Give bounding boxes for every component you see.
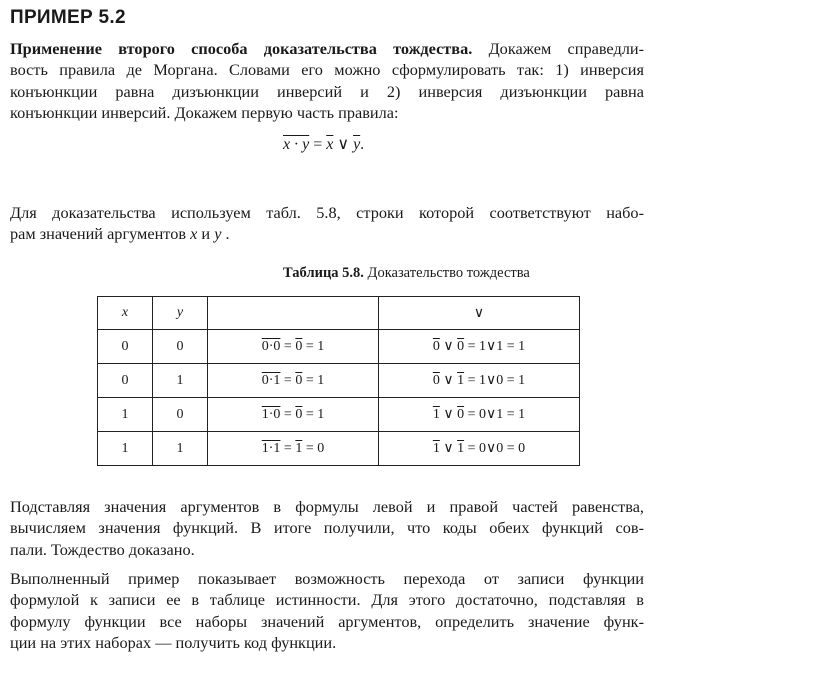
intro-line-1 xyxy=(10,38,644,59)
right-negated-x: 0 xyxy=(432,373,440,388)
cell-left-expr xyxy=(208,432,379,466)
intro-line-3: конъюнкции равна дизъюнкции инверсий и 2) инверсия дизъюнкции равна xyxy=(10,81,644,101)
left-eq: = xyxy=(280,338,296,354)
cell-right-expr xyxy=(379,330,580,364)
table-caption-number: Таблица 5.8. xyxy=(283,265,364,281)
result-line-3: пали. Тождество доказано. xyxy=(10,539,195,559)
conclusion-line-3: формулу функции все наборы значений аргументов, определить значение функ- xyxy=(10,611,644,631)
left-negated-product: 1·1 xyxy=(261,440,281,456)
formula-or: ∨ xyxy=(333,136,354,153)
intro-paragraph xyxy=(10,38,644,124)
cell-y: 1 xyxy=(153,432,208,466)
header-y: y xyxy=(153,297,208,330)
right-result: = 1∨0 = 1 xyxy=(464,373,526,388)
conclusion-line-4: ции на этих наборах — получить код функции. xyxy=(10,633,337,653)
left-negated-product: 0·0 xyxy=(261,338,281,354)
table-row xyxy=(98,432,580,466)
right-or: ∨ xyxy=(439,407,458,422)
cell-left-expr xyxy=(208,398,379,432)
table-caption-text: Доказательство тождества xyxy=(363,265,530,281)
formula-end: . xyxy=(360,136,365,153)
table-row xyxy=(98,364,580,398)
right-negated-x: 1 xyxy=(432,407,440,422)
cell-y: 0 xyxy=(153,398,208,432)
truth-table xyxy=(97,296,580,466)
left-result: = 1 xyxy=(302,338,325,354)
left-result: = 1 xyxy=(302,372,325,388)
conclusion-line-2: формулой к записи ее в таблице истинности. Для этого достаточно, подставляя в xyxy=(10,590,644,610)
cell-x: 1 xyxy=(98,398,153,432)
formula-lhs: x · y xyxy=(283,136,310,153)
result-line-2: вычисляем значения функций. В итоге получили, что коды обеих функций сов- xyxy=(10,518,644,538)
left-eq: = xyxy=(280,440,296,456)
formula-eq: = xyxy=(309,136,327,153)
right-or: ∨ xyxy=(439,441,458,456)
table-row xyxy=(98,398,580,432)
right-result: = 1∨1 = 1 xyxy=(464,339,526,354)
right-result: = 0∨1 = 1 xyxy=(464,407,526,422)
right-negated-y: 1 xyxy=(457,373,465,388)
cell-x: 0 xyxy=(98,330,153,364)
header-right: ∨ xyxy=(379,297,580,330)
left-negated-value: 0 xyxy=(295,372,303,388)
method-line-2-end: . xyxy=(221,224,230,244)
cell-right-expr xyxy=(379,364,580,398)
conclusion-line-1: Выполненный пример показывает возможность перехода от записи функции xyxy=(10,569,644,588)
right-negated-y: 0 xyxy=(457,339,465,354)
right-negated-x: 1 xyxy=(432,441,440,456)
left-result: = 1 xyxy=(302,406,325,422)
table-row xyxy=(98,330,580,364)
left-negated-value: 1 xyxy=(295,440,303,456)
result-paragraph xyxy=(10,496,644,560)
table-header-row xyxy=(98,297,580,330)
left-negated-value: 0 xyxy=(295,406,303,422)
table-caption xyxy=(283,265,530,282)
left-result: = 0 xyxy=(302,440,325,456)
formula-y: $\overline{y}$ xyxy=(353,136,361,153)
right-or: ∨ xyxy=(439,339,458,354)
cell-right-expr xyxy=(379,432,580,466)
header-x: x xyxy=(98,297,153,330)
method-line-2 xyxy=(10,223,644,244)
result-line-1: Подставляя значения аргументов в формулы левой и правой частей равенства, xyxy=(10,497,644,516)
right-or: ∨ xyxy=(439,373,458,388)
cell-y: 1 xyxy=(153,364,208,398)
right-negated-y: 1 xyxy=(457,441,465,456)
formula-x: $\overline{x}$ xyxy=(326,136,334,153)
cell-right-expr xyxy=(379,398,580,432)
cell-left-expr xyxy=(208,330,379,364)
cell-x: 1 xyxy=(98,432,153,466)
method-line-1: Для доказательства используем табл. 5.8, строки которой соответствуют набо- xyxy=(10,203,644,222)
conclusion-paragraph xyxy=(10,568,644,654)
example-heading: ПРИМЕР 5.2 xyxy=(10,7,126,28)
and-word: и xyxy=(197,224,215,244)
left-eq: = xyxy=(280,406,296,422)
method-paragraph xyxy=(10,202,644,245)
de-morgan-formula xyxy=(283,134,364,154)
cell-x: 0 xyxy=(98,364,153,398)
left-negated-value: 0 xyxy=(295,338,303,354)
intro-line-1-rest: Докажем справедли- xyxy=(488,39,644,58)
intro-title: Применение второго способа доказательства тождества. xyxy=(10,39,473,58)
left-negated-product: 0·1 xyxy=(261,372,281,388)
method-line-2-text: рам значений аргументов xyxy=(10,224,191,244)
intro-line-2: вость правила де Моргана. Словами его можно сформулировать так: 1) инверсия xyxy=(10,60,644,80)
right-negated-x: 0 xyxy=(432,339,440,354)
cell-y: 0 xyxy=(153,330,208,364)
right-result: = 0∨0 = 0 xyxy=(464,441,526,456)
var-x: x xyxy=(190,224,198,244)
cell-left-expr xyxy=(208,364,379,398)
header-left xyxy=(208,297,379,330)
right-negated-y: 0 xyxy=(457,407,465,422)
left-negated-product: 1·0 xyxy=(261,406,281,422)
left-eq: = xyxy=(280,372,296,388)
intro-line-4: конъюнкции инверсий. Докажем первую часть правила: xyxy=(10,103,399,123)
var-y: y xyxy=(214,224,222,244)
